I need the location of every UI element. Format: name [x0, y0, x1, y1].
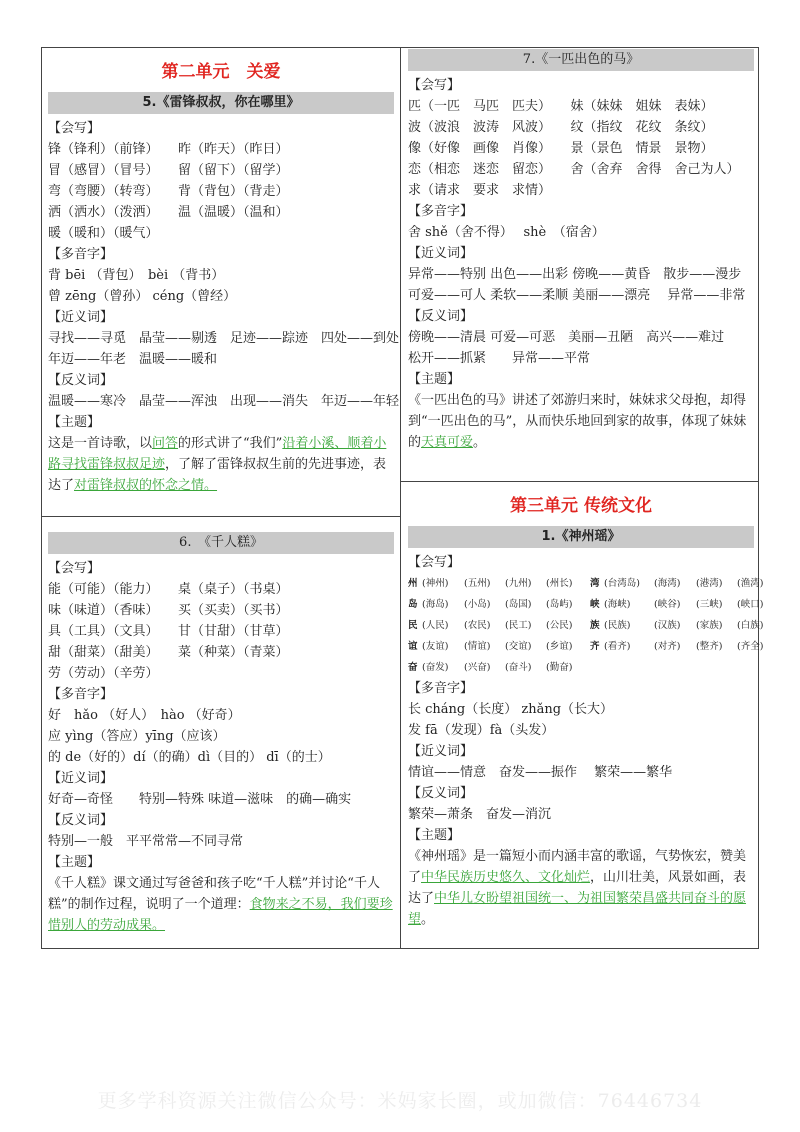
lesson6-line: 【反义词】 [48, 813, 114, 828]
shenzhou-line: 发 fā（发现）fà（头发） [408, 723, 555, 738]
lesson7-line: 异常——特别 出色——出彩 傍晚——黄昏 散步——漫步 [408, 267, 742, 282]
char-word: (家族) [696, 620, 723, 631]
shenzhou-line: 繁荣—萧条 奋发—消沉 [408, 807, 552, 822]
shenzhou-line: 【主题】 [408, 828, 461, 843]
shenzhou-line: 情谊——情意 奋发——振作 繁荣——繁华 [408, 765, 673, 780]
lesson5-line: 弯（弯腰）（转弯） 背（背包）（背走） [48, 184, 289, 199]
char-head: 谊 [408, 641, 418, 652]
char-head: 峡 [590, 599, 600, 610]
lesson5-line: 洒（洒水）（泼洒） 温（温暖）（温和） [48, 205, 289, 220]
char-word: (齐全) [737, 641, 764, 652]
shenzhou-line: 长 cháng（长度） zhǎng（长大） [408, 702, 614, 717]
char-word: (五州) [464, 578, 491, 589]
lesson7-line: 匹（一匹 马匹 匹夫） 妹（妹妹 姐妹 表妹） [408, 99, 714, 114]
right-row-divider [400, 481, 759, 482]
lesson7-line: 【会写】 [408, 78, 461, 93]
shenzhou-line: 【近义词】 [408, 744, 474, 759]
lesson7-line: 松开——抓紧 异常——平常 [408, 351, 591, 366]
lesson5-line: 冒（感冒）（冒号） 留（留下）（留学） [48, 163, 289, 178]
lesson6-line: 【多音字】 [48, 687, 114, 702]
lesson6-line: 特别—一般 平平常常—不同寻常 [48, 834, 244, 849]
lesson5-theme: 这是一首诗歌，以问答的形式讲了“我们”沿着小溪、顺着小路寻找雷锋叔叔足迹，了解了雷锋叔叔生前的先进事迹，表达了对雷锋叔叔的怀念之情。 [48, 436, 387, 493]
column-divider [400, 47, 401, 949]
lesson6-line: 具（工具）（文具） 甘（甘甜）（甘草） [48, 624, 289, 639]
char-word: (三峡) [696, 599, 723, 610]
shenzhou-huixie-label: 【会写】 [408, 555, 461, 570]
lesson6-line: 甜（甜菜）（甜美） 菜（种菜）（青菜） [48, 645, 289, 660]
char-word: (海岛) [422, 599, 449, 610]
char-word: (勤奋) [546, 662, 573, 673]
left-row-divider [41, 516, 401, 517]
char-head: 州 [408, 578, 418, 589]
char-word: (奋发) [422, 662, 449, 673]
lesson5-line: 暖（暖和）（暖气） [48, 226, 159, 241]
unit3-title: 第三单元 传统文化 [510, 496, 652, 516]
lesson7-theme: 《一匹出色的马》讲述了郊游归来时，妹妹求父母抱，却得到“一匹出色的马”，从而快乐地回到家的故事，体现了妹妹的天真可爱。 [408, 393, 747, 450]
lesson6-line: 【会写】 [48, 561, 101, 576]
lesson7-section [408, 49, 754, 453]
char-word: (小岛) [464, 599, 491, 610]
char-word: (岛国) [505, 599, 532, 610]
shenzhou-line: 【多音字】 [408, 681, 474, 696]
char-head: 齐 [590, 641, 600, 652]
shenzhou-title: 1.《神州瑶》 [408, 526, 754, 548]
char-row [408, 615, 764, 636]
lesson7-line: 舍 shě（舍不得） shè （宿舍） [408, 225, 605, 240]
shenzhou-lines [408, 678, 754, 846]
lesson5-line: 【会写】 [48, 121, 101, 136]
footer-watermark: 更多学科资源关注微信公众号：米妈家长圈，或加微信：76446734 [97, 1090, 703, 1112]
lesson5-line: 年迈——年老 温暖——暖和 [48, 352, 218, 367]
char-word: (人民) [422, 620, 449, 631]
char-word: (神州) [422, 578, 449, 589]
shenzhou-theme: 《神州瑶》是一篇短小而内涵丰富的歌谣，气势恢宏，赞美了中华民族历史悠久、文化灿烂，山川壮美，风景如画，表达了中华儿女盼望祖国统一、为祖国繁荣昌盛共同奋斗的愿望。 [408, 849, 747, 927]
char-word: (整齐) [696, 641, 723, 652]
lesson6-line: 能（可能）（能力） 桌（桌子）（书桌） [48, 582, 289, 597]
lesson5-line: 背 bēi （背包） bèi （背书） [48, 268, 225, 283]
shenzhou-char-grid [408, 573, 764, 678]
lesson6-theme: 《千人糕》课文通过写爸爸和孩子吃“千人糕”并讨论“千人糕”的制作过程，说明了一个道理：食物来之不易，我们要珍惜别人的劳动成果。 [48, 876, 393, 933]
char-word: (九州) [505, 578, 532, 589]
lesson6-title: 6. 《千人糕》 [48, 532, 394, 554]
lesson5-line: 锋（锋利）（前锋） 昨（昨天）（昨日） [48, 142, 289, 157]
lesson6-lines [48, 558, 394, 873]
lesson5-lines [48, 118, 400, 433]
lesson6-line: 的 de（好的）dí（的确）dì（目的） dī（的士） [48, 750, 331, 765]
char-word: (民族) [604, 620, 631, 631]
lesson6-line: 劳（劳动）（辛劳） [48, 666, 159, 681]
char-word: (汉族) [654, 620, 681, 631]
char-row [408, 657, 754, 678]
char-word: (峡谷) [654, 599, 681, 610]
char-word: (奋斗) [505, 662, 532, 673]
lesson7-line: 波（波浪 波涛 风波） 纹（指纹 花纹 条纹） [408, 120, 714, 135]
char-word: (兴奋) [464, 662, 491, 673]
char-head: 民 [408, 620, 418, 631]
lesson5-section [48, 52, 400, 496]
char-row [408, 573, 764, 594]
lesson7-line: 【主题】 [408, 372, 461, 387]
char-word: (港湾) [696, 578, 723, 589]
lesson5-line: 【主题】 [48, 415, 101, 430]
lesson6-section [48, 532, 394, 936]
char-word: (情谊) [464, 641, 491, 652]
char-head: 族 [590, 620, 600, 631]
lesson6-line: 好 hǎo （好人） hào （好奇） [48, 708, 241, 723]
char-word: (岛屿) [546, 599, 573, 610]
char-word: (公民) [546, 620, 573, 631]
lesson7-lines [408, 75, 754, 390]
char-word: (白族) [737, 620, 764, 631]
shenzhou-line: 【反义词】 [408, 786, 474, 801]
lesson5-line: 温暖——寒冷 晶莹——浑浊 出现——消失 年迈——年轻 [48, 394, 400, 409]
char-word: (渔湾) [737, 578, 764, 589]
lesson7-line: 傍晚——清晨 可爱—可恶 美丽—丑陋 高兴——难过 [408, 330, 725, 345]
char-word: (乡谊) [546, 641, 573, 652]
char-word: (峡口) [737, 599, 764, 610]
char-row [408, 636, 764, 657]
lesson5-line: 【近义词】 [48, 310, 114, 325]
lesson6-line: 好奇—奇怪 特别—特殊 味道—滋味 的确—确实 [48, 792, 352, 807]
char-word: (海湾) [654, 578, 681, 589]
char-word: (州长) [546, 578, 573, 589]
lesson5-line: 曾 zēng（曾孙） céng（曾经） [48, 289, 237, 304]
lesson6-line: 【主题】 [48, 855, 101, 870]
char-word: (民工) [505, 620, 532, 631]
lesson5-line: 【多音字】 [48, 247, 114, 262]
char-row [408, 594, 764, 615]
char-word: (交谊) [505, 641, 532, 652]
char-word: (海峡) [604, 599, 631, 610]
char-word: (对齐) [654, 641, 681, 652]
lesson6-line: 味（味道）（香味） 买（买卖）（买书） [48, 603, 289, 618]
char-head: 岛 [408, 599, 418, 610]
lesson7-line: 恋（相恋 迷恋 留恋） 舍（舍弃 舍得 舍己为人） [408, 162, 740, 177]
lesson5-title: 5.《雷锋叔叔，你在哪里》 [48, 92, 394, 114]
lesson6-line: 应 yìng（答应）yīng（应该） [48, 729, 226, 744]
lesson7-line: 求（请求 要求 求情） [408, 183, 552, 198]
lesson-shenzhou-section [408, 486, 764, 930]
lesson7-line: 【多音字】 [408, 204, 474, 219]
char-word: (台湾岛) [604, 578, 640, 589]
char-word: (看齐) [604, 641, 631, 652]
char-word: (农民) [464, 620, 491, 631]
lesson7-line: 可爱——可人 柔软——柔顺 美丽——漂亮 异常——非常 [408, 288, 746, 303]
lesson5-line: 寻找——寻觅 晶莹——剔透 足迹——踪迹 四处——到处 [48, 331, 400, 346]
lesson7-line: 【反义词】 [408, 309, 474, 324]
char-head: 湾 [590, 578, 600, 589]
lesson6-line: 【近义词】 [48, 771, 114, 786]
lesson7-title: 7.《一匹出色的马》 [408, 49, 754, 71]
unit2-title: 第二单元 关爱 [161, 62, 281, 82]
char-head: 奋 [408, 662, 418, 673]
char-word: (友谊) [422, 641, 449, 652]
lesson7-line: 【近义词】 [408, 246, 474, 261]
lesson5-line: 【反义词】 [48, 373, 114, 388]
lesson7-line: 像（好像 画像 肖像） 景（景色 情景 景物） [408, 141, 714, 156]
